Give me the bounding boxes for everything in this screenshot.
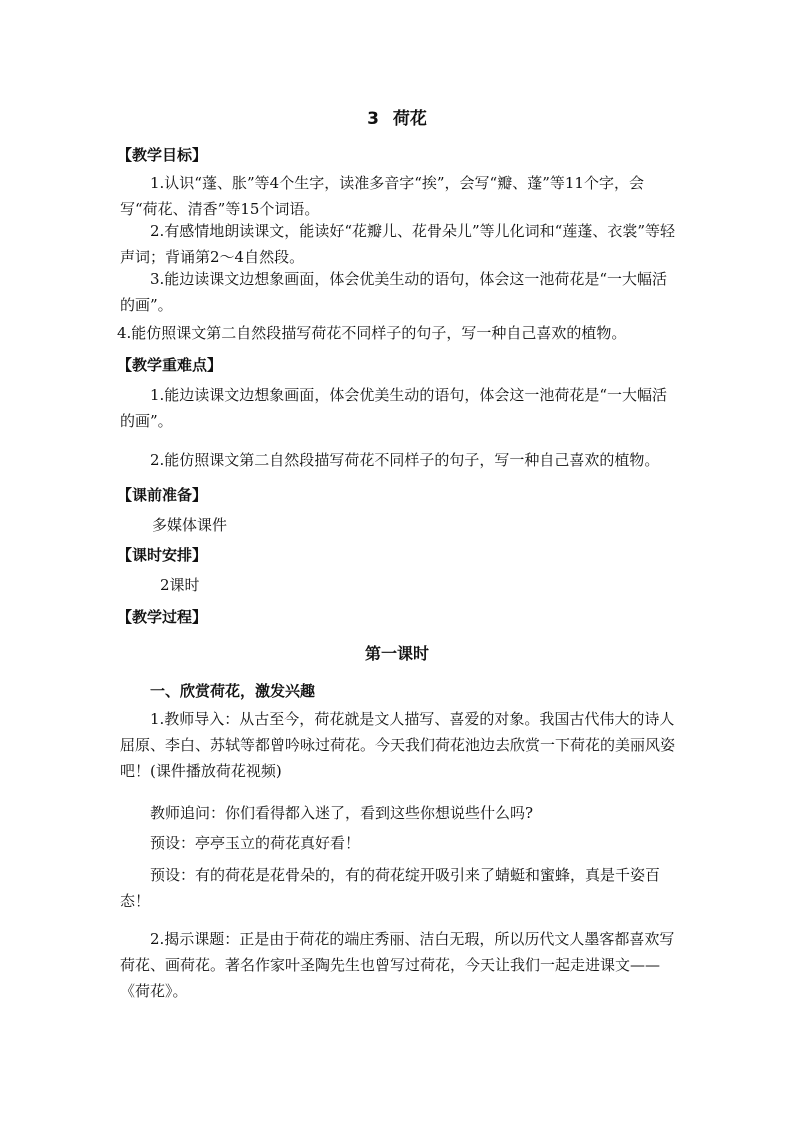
- process-para-1: 1.教师导入：从古至今，荷花就是文人描写、喜爱的对象。我国古代伟大的诗人屈原、李白、苏轼等都曾吟咏过荷花。今天我们荷花池边去欣赏一下荷花的美丽风姿吧！(课件播放荷花视频): [120, 710, 676, 780]
- goal-3: 3.能边读课文边想象画面，体会优美生动的语句，体会这一池荷花是“一大幅活的画”。: [120, 270, 667, 314]
- page-title: [0, 104, 794, 129]
- goal-4: 4.能仿照课文第二自然段描写荷花不同样子的句子，写一种自己喜欢的植物。: [117, 324, 627, 342]
- key-point-1: 1.能边读课文边想象画面，体会优美生动的语句，体会这一池荷花是“一大幅活的画”。: [120, 386, 667, 430]
- process-para-4: 预设：有的荷花是花骨朵的，有的荷花绽开吸引来了蜻蜓和蜜蜂，真是千姿百态！: [120, 866, 661, 910]
- key-points-heading: 【教学重难点】: [117, 356, 223, 374]
- schedule-heading: 【课时安排】: [117, 546, 208, 564]
- preparation-heading: 【课前准备】: [117, 486, 208, 504]
- process-heading: 【教学过程】: [117, 608, 208, 626]
- lesson-one-title: 第一课时: [364, 644, 429, 663]
- section-one-heading: 一、欣赏荷花，激发兴趣: [150, 682, 316, 700]
- preparation-text: 多媒体课件: [152, 516, 228, 534]
- key-point-2: 2.能仿照课文第二自然段描写荷花不同样子的句子，写一种自己喜欢的植物。: [150, 451, 660, 469]
- process-para-3: 预设：亭亭玉立的荷花真好看！: [150, 834, 361, 852]
- goal-1: 1.认识“蓬、胀”等4个生字，读准多音字“挨”，会写“瓣、蓬”等11个字，会写“荷花、清香”等15个词语。: [120, 174, 644, 218]
- process-para-5: 2.揭示课题：正是由于荷花的端庄秀丽、洁白无瑕，所以历代文人墨客都喜欢写荷花、画荷花。著名作家叶圣陶先生也曾写过荷花，今天让我们一起走进课文——《荷花》。: [120, 930, 675, 1000]
- schedule-text: 2课时: [160, 576, 200, 594]
- lesson-title: 荷花: [392, 109, 427, 129]
- goals-heading: 【教学目标】: [117, 146, 208, 164]
- lesson-number: 3: [367, 109, 379, 129]
- goal-2: 2.有感情地朗读课文，能读好“花瓣儿、花骨朵儿”等儿化词和“莲蓬、衣裳”等轻声词；背诵第2～4自然段。: [120, 222, 675, 266]
- process-para-2: 教师追问：你们看得都入迷了，看到这些你想说些什么吗?: [150, 804, 534, 822]
